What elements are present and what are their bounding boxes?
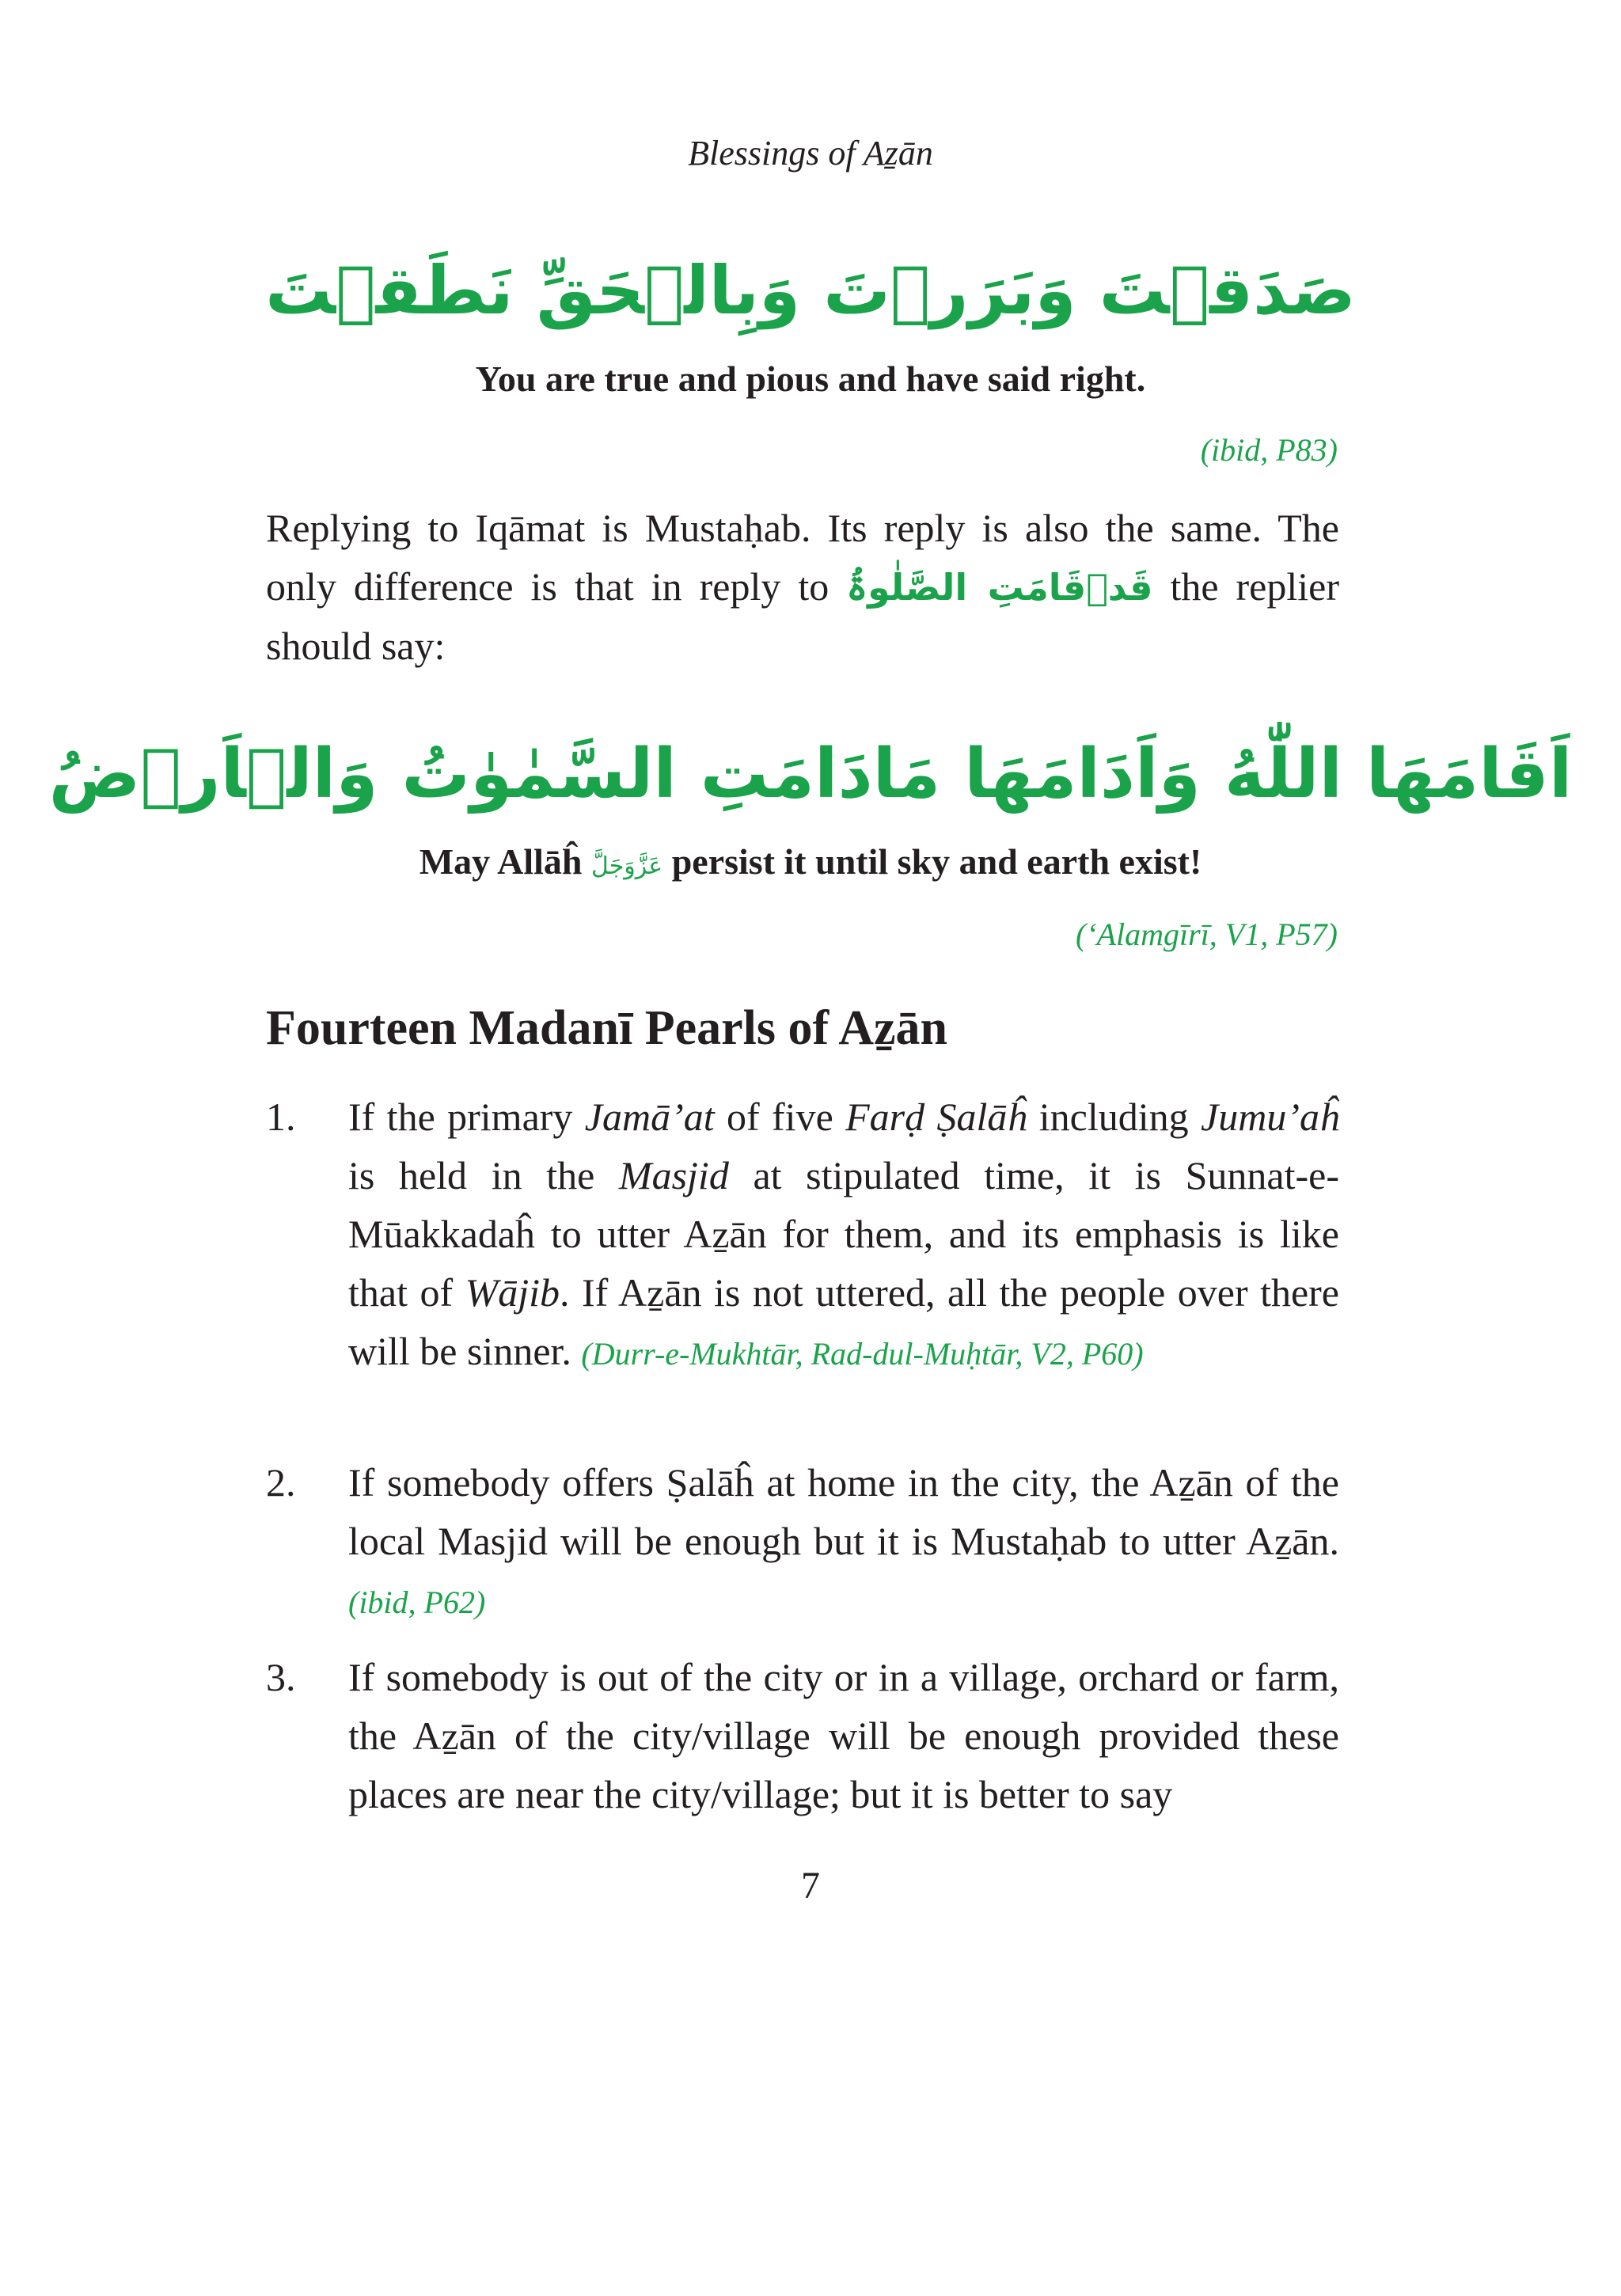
- arabic-dua-2: اَقَامَهَا اللّٰهُ وَاَدَامَهَا مَادَامَتِ السَّمٰوٰتُ وَالۡاَرۡضُ: [48, 734, 1573, 814]
- list-item-text: [348, 1453, 1339, 1632]
- text-run: of five: [714, 1095, 846, 1139]
- section-heading: Fourteen Madanī Pearls of Aẕān: [266, 1001, 948, 1055]
- list-item-number: 2.: [266, 1460, 296, 1505]
- reference-1: (ibid, P83): [1200, 432, 1338, 468]
- translation-1: You are true and pious and have said right.: [475, 359, 1146, 399]
- text-run: including: [1027, 1095, 1202, 1139]
- text-run: If the primary: [348, 1095, 585, 1139]
- text-run: If somebody offers Ṣalāĥ at home in the city, the Aẕān of the local Masjid will be enough but it is Mustaḥab to utter Aẕān.: [348, 1460, 1339, 1563]
- list-item-text: [348, 1087, 1339, 1383]
- list-item-number: 1.: [266, 1095, 296, 1139]
- reference-2: (‘Alamgīrī, V1, P57): [1075, 917, 1338, 952]
- text-run: at stipulated time, it is Sunnat-e-Mūakkadaĥ to utter Aẕān for them, and its emphasis is like that of: [348, 1153, 1339, 1315]
- list-item-number: 3.: [266, 1655, 296, 1699]
- paragraph-text-2: the replier should say:: [266, 564, 1339, 668]
- translation-2-part-2: persist it until sky and earth exist!: [662, 841, 1202, 882]
- italic-term: Jumu’aĥ: [1201, 1095, 1339, 1139]
- paragraph-arabic-inline: قَدۡقَامَتِ الصَّلٰوۃُ: [846, 566, 1153, 609]
- italic-term: Jamā’at: [584, 1095, 715, 1139]
- text-run: is held in the: [348, 1153, 619, 1197]
- arabic-dua-1: صَدَقۡتَ وَبَرَرۡتَ وَبِالۡحَقِّ نَطَقۡتَ: [265, 252, 1356, 329]
- list-item-text: If somebody is out of the city or in a village, orchard or farm, the Aẕān of the city/village will be enough provided these places are near the city/village; but it is better to say: [348, 1655, 1339, 1816]
- italic-term: Farḍ Ṣalāĥ: [845, 1095, 1027, 1139]
- translation-2: [0, 841, 1621, 882]
- paragraph-text-1: Replying to Iqāmat is Mustaḥab. Its reply is also the same. The only difference is that in reply to: [266, 506, 1339, 609]
- italic-term: Masjid: [618, 1153, 729, 1197]
- item-reference: (ibid, P62): [348, 1584, 486, 1620]
- translation-2-arabic: عَزَّوَجَلَّ: [590, 852, 663, 880]
- translation-2-part-1: May Allāĥ: [419, 841, 591, 882]
- italic-term: Wājib: [465, 1270, 560, 1315]
- body-paragraph: [266, 499, 1339, 675]
- text-run: . If Aẕān is not uttered, all the people over there will be sinner.: [348, 1270, 1339, 1373]
- running-head: Blessings of Aẕān: [688, 134, 933, 173]
- page-number: 7: [801, 1865, 820, 1907]
- item-reference: (Durr-e-Mukhtār, Rad-dul-Muḥtār, V2, P60): [581, 1336, 1144, 1372]
